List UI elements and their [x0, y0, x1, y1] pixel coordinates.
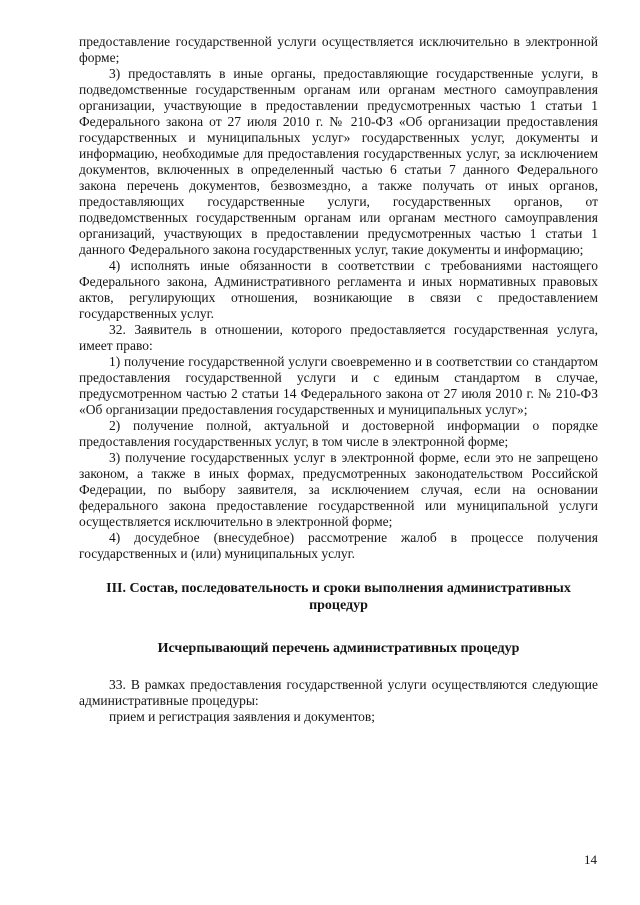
page-number: 14 [584, 852, 597, 867]
section-heading: III. Состав, последовательность и сроки выполнения административных процедур [106, 581, 571, 613]
paragraph: 4) досудебное (внесудебное) рассмотрение жалоб в процессе получения государственных и (или) муниципальных услуг. [79, 530, 598, 561]
paragraph: 1) получение государственной услуги своевременно и в соответствии со стандартом предоставления государственной услуги и с единым стандартом в случае, предусмотренном частью 2 статьи 14 Федерального закона от 27 июля 2010 г. № 210-ФЗ «Об организации предоставления государственных и муниципальных услуг»; [79, 354, 598, 417]
page-content [79, 34, 598, 725]
paragraph-group-top [79, 34, 598, 562]
paragraph: 32. Заявитель в отношении, которого предоставляется государственная услуга, имеет право: [79, 322, 598, 353]
subsection-heading: Исчерпывающий перечень административных процедур [157, 641, 520, 656]
paragraph: 33. В рамках предоставления государственной услуги осуществляются следующие административные процедуры: [79, 677, 598, 708]
paragraph: прием и регистрация заявления и документов; [109, 709, 376, 724]
paragraph: 3) получение государственных услуг в электронной форме, если это не запрещено законом, а также в иных формах, предусмотренных законодательством Российской Федерации, по выбору заявителя, за исключением случая, если на основании федерального закона предоставление государственной или муниципальной услуги осуществляется исключительно в электронной форме; [79, 450, 598, 529]
paragraph: 2) получение полной, актуальной и достоверной информации о порядке предоставления государственных услуг, в том числе в электронной форме; [79, 418, 598, 449]
paragraph: 3) предоставлять в иные органы, предоставляющие государственные услуги, в подведомственные государственным органам или органам местного самоуправления организации, участвующие в предоставлении предусмотренных частью 1 статьи 1 Федерального закона от 27 июля 2010 г. № 210-ФЗ «Об организации предоставления государственных и муниципальных услуг» государственных услуг, документы и информацию, необходимые для предоставления государственных услуг, за исключением документов, включенных в определенный частью 6 статьи 7 данного Федерального закона перечень документов, безвозмездно, а также получать от иных органов, предоставляющих государственные услуги, государственных органов, от подведомственных государственным органам или органам местного самоуправления организаций, участвующих в предоставлении предусмотренных частью 1 статьи 1 данного Федерального закона государственных услуг, такие документы и информацию; [79, 66, 598, 257]
paragraph: 4) исполнять иные обязанности в соответствии с требованиями настоящего Федерального закона, Административного регламента и иных нормативных правовых актов, регулирующих отношения, возникающие в связи с предоставлением государственных услуг. [79, 258, 598, 321]
paragraph-group-bottom [79, 677, 598, 725]
paragraph: предоставление государственной услуги осуществляется исключительно в электронной форме; [79, 34, 598, 65]
